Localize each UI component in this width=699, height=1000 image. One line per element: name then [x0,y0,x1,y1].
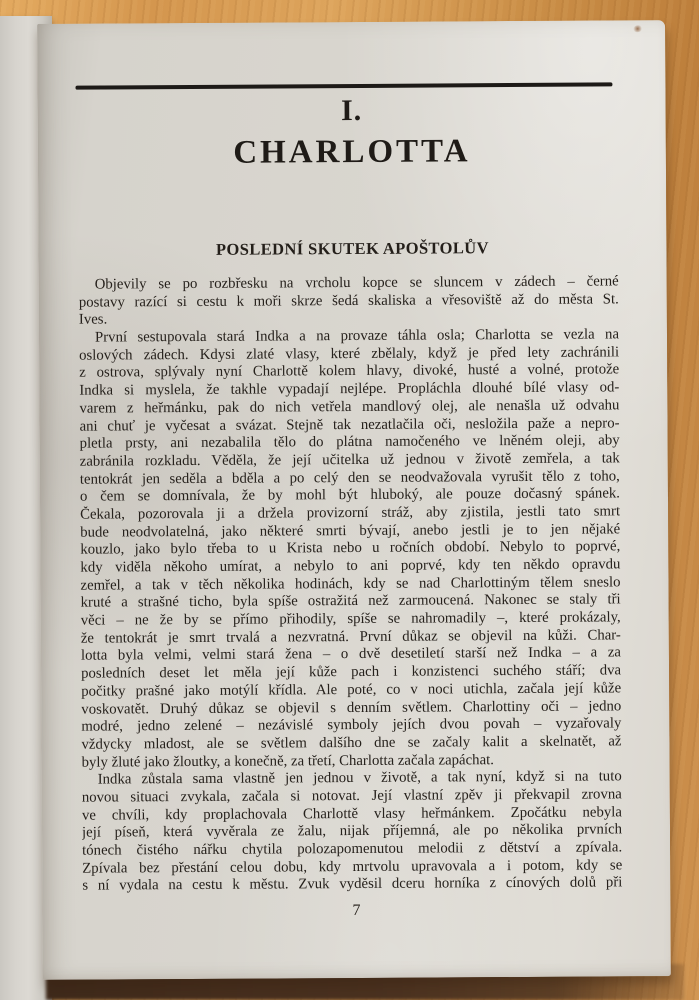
text-line: voskovatět. Druhý důkaz se objevil s denním světlem. Charlottiny oči – jedno [81,697,622,718]
text-line: Indka zůstala sama vlastně jen jednou v životě, a tak nyní, když si na tuto [97,768,622,788]
text-line: vždycky mladost, ale se světlem dalšího dne se začaly kalit a skelnatět, až [81,733,622,753]
text-line: tónech čistého nářku chytila polozapomenutou melodii z dětství a zpívala. [82,839,623,859]
text-line: oslových zádech. Kdysi zlaté vlasy, které zbělaly, když je před lety zachránili [79,344,620,364]
text-line: z ostrova, splývaly nyní Charlottě kolem hlavy, divoké, husté a volné, protože [79,361,620,382]
text-line: Čekala, pozorovala ji a držela provizorní stráž, aby zjistila, jestli tato smrt [80,503,621,523]
book-page [37,20,671,980]
section-title: POSLEDNÍ SKUTEK APOŠTOLŮV [215,238,489,259]
text-line: novou situaci zvykala, začala si notovat. Její vlastní zpěv ji překvapil zrovna [81,786,622,806]
text-line: kdy viděla někoho umírat, a nebylo to ani poprvé, kdy ten někdo opravdu [80,556,621,576]
paper-stain [633,25,642,32]
text-line: První sestupovala stará Indka a na provaze táhla osla; Charlotta se vezla na [94,326,620,346]
text-line: ani chuť je vyčesat a svázat. Stejně tak nezatlačila oči, nesložila paže a nepro- [79,414,620,435]
text-line: s ní vydala na cestu k městu. Zvuk vyděsil dceru horníka z cínových dolů při [82,874,623,895]
text-line: posledních deset let měla její kůže pach i konzistenci suchého stáří; dva [81,662,622,682]
text-line: varem z heřmánku, pak do nich vetřela mandlový olej, ale nenašla už odvahu [79,397,620,417]
text-line: její píseň, která vyvěrala ze žalu, nijak příjemná, ale po několika prvních [81,821,623,841]
body-text [79,273,623,895]
text-line: postavy razící si cestu k moři skrze šedá skaliska a vřesoviště až do města St. [78,291,619,311]
text-line: ve chvíli, kdy proplachovala Charlottě vlasy heřmánkem. Zpočátku nebyla [81,803,622,824]
chapter-title: CHARLOTTA [233,133,471,171]
paragraph [79,273,619,329]
text-line: tentokrát jen seděla a bděla a po celý den se neodvažovala vyrušit tělo z toho, [79,467,620,488]
text-line: Objevily se po rozbřesku na vrcholu kopce se sluncem v zádech – černé [94,273,619,293]
paragraph [82,769,623,896]
text-line: bude neodvolatelná, jako některé smrti bývají, anebo jestli je to jen nějaké [80,520,621,541]
text-line: modré, jedno zelené – nezávislé symboly jejích dvou povah – vyzařovaly [81,715,622,735]
page-number: 7 [352,901,361,920]
paragraph [79,326,622,771]
text-line: kruté a strašné ticho, byla spíše ostražitá než zarmoucená. Nakonec se staly tři [80,591,621,612]
chapter-divider-rule [75,82,612,89]
text-line: pletla prsty, ani nezabalila tělo do plátna namočeného ve lněném oleji, aby [79,432,620,452]
text-line: Zpívala bez přestání celou dobu, kdy mrtvolu upravovala a i potom, kdy se [82,857,623,877]
text-line: lotta byla velmi, velmi stará žena – o dvě desetiletí starší než Indka – a za [80,644,621,665]
text-line: Ives. [78,311,108,329]
text-line: zemřel, a tak v těch několika hodinách, kdy se nad Charlottiným tělem sneslo [80,574,621,594]
text-line: zabránila rozkladu. Věděla, že její učitelka už jednou v životě zemřela, a tak [79,450,620,470]
text-line: o čem se domnívala, že by mohl být hluboký, ale pouze dočasný spánek. [79,485,621,505]
text-line: věci – ne že by se přímo přihodily, spíše se nahromadily –, které prokázaly, [80,609,621,629]
text-line: že tentokrát je smrt trvalá a nezvratná. První důkaz se objevil na kůži. Char- [80,627,621,647]
text-line: počitky prašné jako motýlí křídla. Ale poté, co v noci utichla, začala její kůže [81,680,622,700]
text-line: byly žluté jako žloutky, a konečně, za třetí, Charlotta začala zapáchat. [81,751,494,771]
chapter-number: I. [340,93,363,128]
text-line: Indka si myslela, že takhle vypadají nejlépe. Propláchla dlouhé bílé vlasy od- [79,379,620,399]
text-line: kouzlo, jako bylo třeba to u Krista nebo u ročních období. Nebylo to poprvé, [80,538,621,558]
